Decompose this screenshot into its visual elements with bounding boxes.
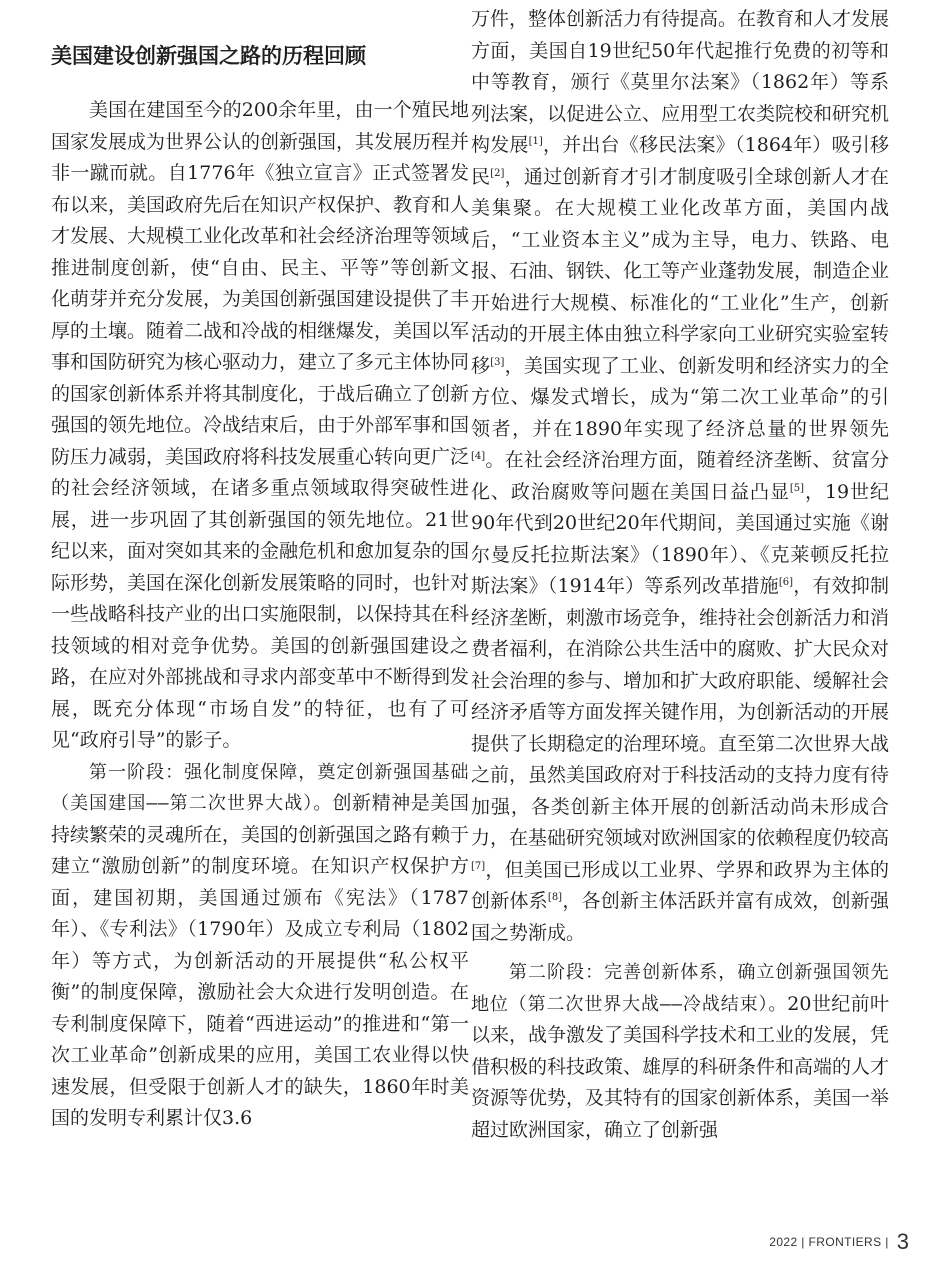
issue-label: 2022 | FRONTIERS | [769,1235,889,1249]
stage1-paragraph [51,757,469,1135]
reference-7: [7] [471,860,486,872]
reference-3: [3] [490,356,505,368]
text-run: ，19世纪90年代到20世纪20年代期间，美国通过实施《谢尔曼反托拉斯法案》（1890年）、《克莱顿反托拉斯法案》（1914年）等系列改革措施 [471,480,889,597]
reference-2: [2] [490,167,505,179]
text-run: 万件，整体创新活力有待提高。在教育和人才发展方面，美国自19世纪50年代起推行免费的初等和中等教育，颁行《莫里尔法案》（1862年）等系列法案，以促进公立、应用型工农类院校和研究机构发展 [471,8,890,156]
right-column [471,4,889,1146]
text-run: 。在社会经济治理方面，随着经济垄断、贫富分化、政治腐败等问题在美国日益凸显 [471,449,889,503]
text-run: ，各创新主体活跃并富有成效，创新强国之势渐成。 [471,890,889,944]
reference-1: [1] [528,136,543,147]
stage1-continuation [471,4,889,949]
intro-paragraph: 美国在建国至今的200余年里，由一个殖民地国家发展成为世界公认的创新强国，其发展历程并非一蹴而就。自1776年《独立宣言》正式签署发布以来，美国政府先后在知识产权保护、教育和人才发展、大规模工业化改革和社会经济治理等领域推进制度创新，使“自由、民主、平等”等创新文化萌芽并充分发展，为美国创新强国建设提供了丰厚的土壤。随着二战和冷战的相继爆发，美国以军事和国防研究为核心驱动力，建立了多元主体协同的国家创新体系并将其制度化，于战后确立了创新强国的领先地位。冷战结束后，由于外部军事和国防压力减弱，美国政府将科技发展重心转向更广泛的社会经济领域，在诸多重点领域取得突破性进展，进一步巩固了其创新强国的领先地位。21世纪以来，面对突如其来的金融危机和愈加复杂的国际形势，美国在深化创新发展策略的同时，也针对一些战略科技产业的出口实施限制，以保持其在科技领域的相对竞争优势。美国的创新强国建设之路，在应对外部挑战和寻求内部变革中不断得到发展，既充分体现“市场自发”的特征，也有了可见“政府引导”的影子。 [51,99,470,751]
stage2-heading: 第二阶段：完善创新体系，确立创新强国领先地位（第二次世界大战——冷战结束）。 [471,962,889,1015]
section-title: 美国建设创新强国之路的历程回顾 [51,44,366,68]
left-column [51,95,469,1135]
reference-5: [5] [789,482,805,494]
reference-8: [8] [547,892,563,903]
text-run: ，美国实现了工业、创新发明和经济实力的全方位、爆发式增长，成为“第二次工业革命”的引领者，并在1890年实现了经济总量的世界领先 [471,354,889,440]
text-run: ，但美国已形成以工业界、学界和政界为主体的创新体系 [471,858,889,912]
reference-6: [6] [778,577,793,588]
stage2-text: 20世纪前叶以来，战争激发了美国科学技术和工业的发展，凭借积极的科技政策、雄厚的科研条件和高端的人才资源等优势，及其特有的国家创新体系，美国一举超过欧洲国家，确立了创新强 [471,992,890,1141]
reference-4: [4] [471,451,486,462]
text-run: ，有效抑制经济垄断，刺激市场竞争，维持社会创新活力和消费者福利，在消除公共生活中的腐败、扩大民众对社会治理的参与、增加和扩大政府职能、缓解社会经济矛盾等方面发挥关键作用，为创新活动的开展提供了长期稳定的治理环境。直至第二次世界大战之前，虽然美国政府对于科技活动的支持力度有待加强，各类创新主体开展的创新活动尚未形成合力，在基础研究领域对欧洲国家的依赖程度仍较高 [471,575,890,849]
stage2-paragraph [471,957,889,1146]
stage1-text: 创新精神是美国持续繁荣的灵魂所在，美国的创新强国之路有赖于建立“激励创新”的制度环境。在知识产权保护方面，建国初期，美国通过颁布《宪法》（1787年）、《专利法》（1790年）及成立专利局（1802年）等方式，为创新活动的开展提供“私公权平衡”的制度保障，激励社会大众进行发明创造。在专利制度保障下，随着“西进运动”的推进和“第一次工业革命”创新成果的应用，美国工农业得以快速发展，但受限于创新人才的缺失，1860年时美国的发明专利累计仅3.6 [51,792,470,1129]
page-footer [769,1229,909,1255]
text-run: ，并出台《移民法案》（1864年）吸引移民 [471,134,889,188]
page-number: 3 [896,1229,909,1254]
text-run: ，通过创新育才引才制度吸引全球创新人才在美集聚。在大规模工业化改革方面，美国内战后，“工业资本主义”成为主导，电力、铁路、电报、石油、钢铁、化工等产业蓬勃发展，制造企业开始进行大规模、标准化的“工业化”生产，创新活动的开展主体由独立科学家向工业研究实验室转移 [471,165,890,377]
stage1-heading: 第一阶段：强化制度保障，奠定创新强国基础（美国建国——第二次世界大战）。 [51,761,469,814]
